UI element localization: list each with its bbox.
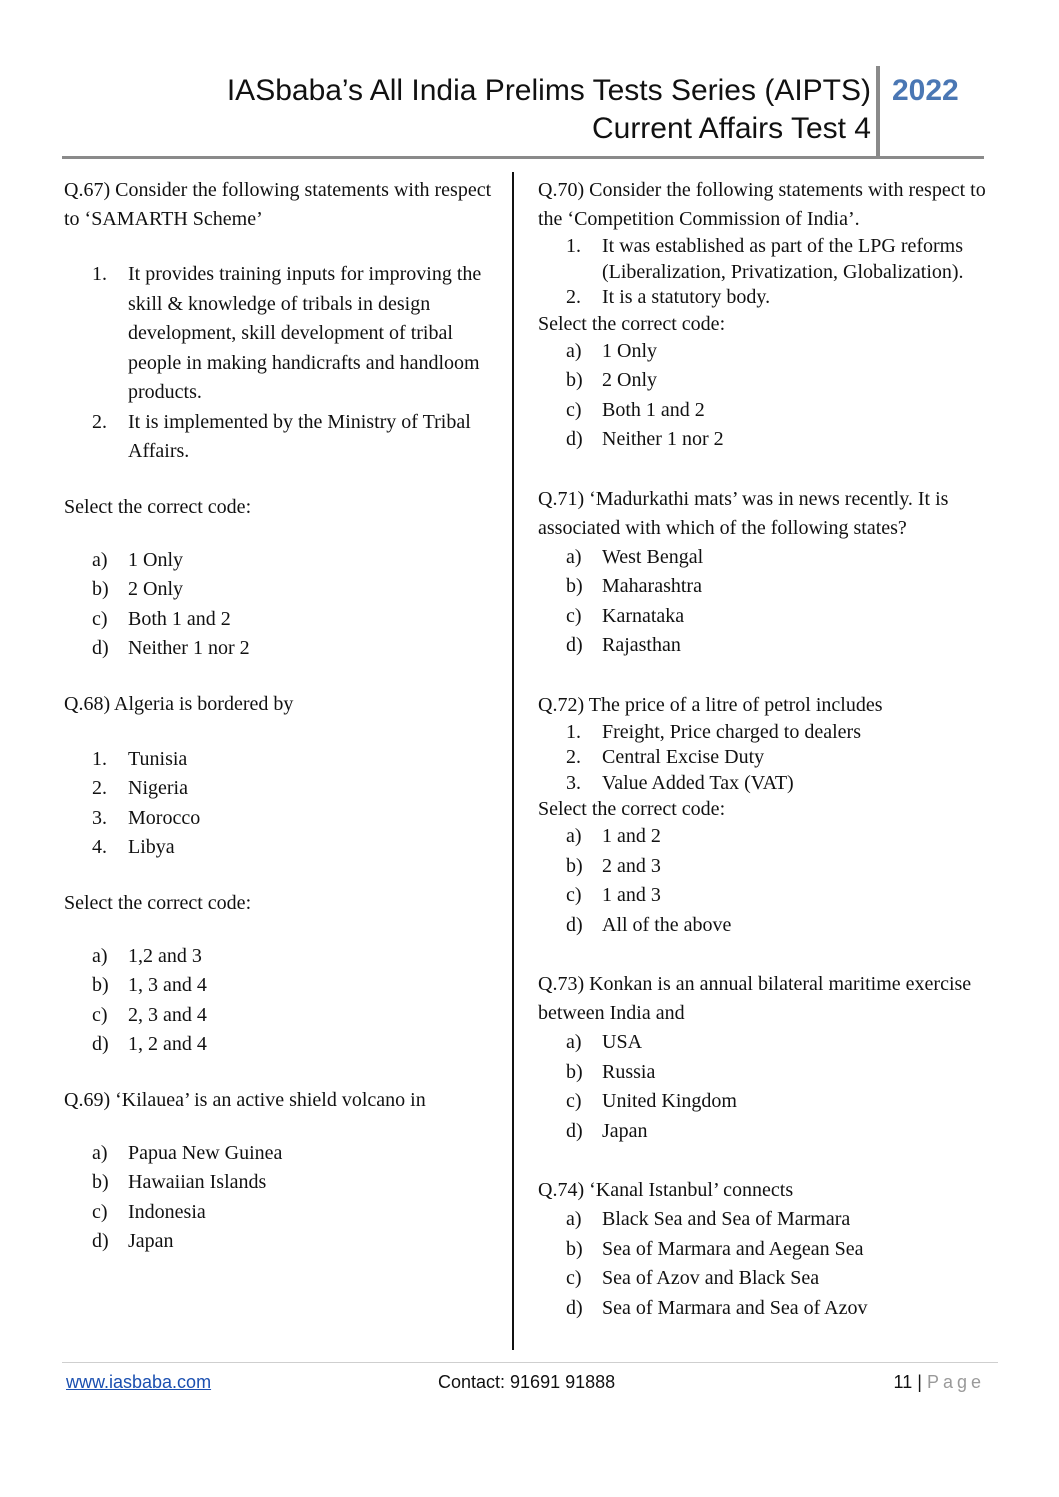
- option-list: [538, 543, 998, 661]
- option-text: Sea of Marmara and Sea of Azov: [602, 1296, 868, 1319]
- page-number: [894, 1370, 985, 1394]
- statement-marker: 3.: [566, 771, 581, 794]
- question-text: Q.69) ‘Kilauea’ is an active shield volcano in: [64, 1088, 426, 1111]
- option-item: [538, 1117, 998, 1147]
- statement-marker: 2.: [566, 286, 581, 308]
- option-item: [538, 1235, 998, 1265]
- option-item: [538, 572, 998, 602]
- left-column: [64, 176, 504, 1257]
- option-text: Sea of Marmara and Aegean Sea: [602, 1237, 864, 1260]
- statement-item: [538, 285, 998, 311]
- option-item: [538, 337, 998, 367]
- statement-marker: 3.: [92, 806, 107, 829]
- option-item: [64, 1139, 504, 1169]
- option-text: 1,2 and 3: [128, 944, 202, 967]
- option-text: Karnataka: [602, 604, 685, 627]
- option-text: Hawaiian Islands: [128, 1171, 267, 1193]
- header-divider: [876, 66, 880, 158]
- statement-text: It is implemented by the Ministry of Tribal Affairs.: [128, 410, 471, 462]
- option-item: [64, 605, 504, 635]
- option-marker: c): [566, 604, 582, 627]
- option-marker: c): [566, 884, 582, 906]
- question-74: [538, 1176, 998, 1323]
- statement-item: [538, 771, 998, 797]
- option-text: West Bengal: [602, 545, 704, 568]
- statement-item: [64, 804, 504, 834]
- option-marker: a): [566, 1031, 582, 1053]
- option-item: [64, 1168, 504, 1198]
- option-text: 1 Only: [128, 548, 183, 571]
- option-marker: d): [566, 634, 583, 656]
- right-column: [538, 176, 998, 1323]
- option-marker: c): [92, 1003, 108, 1026]
- option-text: Maharashtra: [602, 575, 702, 597]
- statement-marker: 4.: [92, 836, 107, 858]
- option-text: Papua New Guinea: [128, 1141, 283, 1164]
- option-item: [538, 602, 998, 632]
- option-marker: c): [566, 1090, 582, 1112]
- statement-text: Tunisia: [128, 747, 188, 770]
- statement-marker: 1.: [566, 235, 581, 257]
- option-list: [538, 822, 998, 940]
- option-item: [538, 881, 998, 911]
- website-link[interactable]: www.iasbaba.com: [66, 1372, 212, 1392]
- option-list: [64, 942, 504, 1060]
- option-item: [538, 1087, 998, 1117]
- statement-list: [64, 745, 504, 863]
- option-text: 1 and 2: [602, 825, 661, 847]
- statement-item: [538, 234, 998, 285]
- option-text: 1 and 3: [602, 884, 661, 906]
- question-text: Q.68) Algeria is bordered by: [64, 692, 294, 715]
- option-item: [64, 575, 504, 605]
- option-marker: a): [92, 548, 108, 571]
- option-item: [538, 822, 998, 852]
- question-72: [538, 691, 998, 941]
- question-text: Q.71) ‘Madurkathi mats’ was in news recently. It is associated with which of the following states?: [538, 487, 949, 539]
- option-marker: c): [92, 607, 108, 630]
- statement-text: It is a statutory body.: [602, 286, 771, 308]
- question-text: Q.70) Consider the following statements with respect to the ‘Competition Commission of India’.: [538, 179, 986, 230]
- column-divider: [512, 172, 514, 1350]
- option-text: 2 and 3: [602, 854, 661, 877]
- select-code-label: Select the correct code:: [64, 495, 252, 518]
- statement-item: [64, 774, 504, 804]
- option-marker: b): [566, 854, 583, 877]
- statement-list: [538, 234, 998, 311]
- statement-text: Central Excise Duty: [602, 746, 765, 768]
- select-code-label: Select the correct code:: [64, 891, 252, 914]
- option-marker: d): [92, 637, 109, 659]
- select-code-label: Select the correct code:: [538, 312, 726, 335]
- header-year: 2022: [892, 74, 959, 107]
- statement-text: Freight, Price charged to dealers: [602, 720, 861, 743]
- option-text: Japan: [602, 1119, 648, 1142]
- statement-item: [538, 745, 998, 771]
- question-text: Q.73) Konkan is an annual bilateral maritime exercise between India and: [538, 973, 972, 1024]
- option-text: All of the above: [602, 913, 732, 936]
- option-marker: d): [566, 428, 583, 450]
- statement-item: [64, 408, 504, 467]
- statement-marker: 1.: [92, 747, 107, 770]
- option-item: [64, 971, 504, 1001]
- statement-text: Libya: [128, 836, 175, 858]
- statement-text: Morocco: [128, 806, 201, 829]
- option-marker: b): [566, 369, 583, 391]
- option-text: Neither 1 nor 2: [602, 428, 724, 450]
- option-text: Rajasthan: [602, 634, 681, 656]
- statement-item: [64, 260, 504, 408]
- option-item: [538, 911, 998, 941]
- title-line-2: Current Affairs Test 4: [591, 112, 871, 145]
- question-text: Q.67) Consider the following statements with respect to ‘SAMARTH Scheme’: [64, 179, 492, 230]
- statement-text: Nigeria: [128, 777, 188, 799]
- option-marker: b): [92, 1171, 109, 1193]
- select-code-label: Select the correct code:: [538, 798, 726, 820]
- option-item: [64, 1198, 504, 1228]
- statement-list: [538, 720, 998, 797]
- statement-marker: 2.: [92, 410, 107, 433]
- option-list: [64, 1139, 504, 1257]
- statement-item: [64, 745, 504, 775]
- statement-text: It provides training inputs for improving the skill & knowledge of tribals in design development, skill development of tribal people in making handicrafts and handloom products.: [128, 263, 482, 403]
- option-text: 2 Only: [128, 578, 183, 600]
- option-marker: b): [566, 1237, 583, 1260]
- option-list: [538, 1028, 998, 1146]
- option-text: Both 1 and 2: [128, 607, 231, 630]
- option-item: [538, 852, 998, 882]
- option-item: [538, 543, 998, 573]
- option-marker: d): [566, 1296, 583, 1319]
- statement-marker: 2.: [92, 777, 107, 799]
- option-marker: c): [92, 1200, 108, 1223]
- option-text: Black Sea and Sea of Marmara: [602, 1208, 851, 1230]
- option-marker: a): [92, 944, 108, 967]
- question-68: [64, 690, 504, 1060]
- option-item: [538, 396, 998, 426]
- option-marker: b): [566, 575, 583, 597]
- option-text: Russia: [602, 1060, 656, 1083]
- option-item: [64, 546, 504, 576]
- footer-rule: [62, 1362, 998, 1363]
- option-item: [538, 1058, 998, 1088]
- page-separator: |: [917, 1372, 922, 1392]
- question-73: [538, 970, 998, 1146]
- option-item: [538, 1028, 998, 1058]
- option-marker: b): [92, 578, 109, 600]
- option-marker: a): [566, 545, 582, 568]
- option-marker: d): [92, 1033, 109, 1055]
- question-67: [64, 176, 504, 664]
- option-text: 1, 2 and 4: [128, 1033, 207, 1055]
- page-number-value: 11: [893, 1372, 913, 1392]
- option-text: USA: [602, 1031, 643, 1053]
- option-item: [538, 1205, 998, 1235]
- option-item: [538, 366, 998, 396]
- statement-text: Value Added Tax (VAT): [602, 771, 794, 794]
- option-item: [538, 425, 998, 455]
- question-text: Q.74) ‘Kanal Istanbul’ connects: [538, 1179, 794, 1201]
- option-item: [64, 1001, 504, 1031]
- option-text: 2 Only: [602, 369, 657, 391]
- option-list: [538, 1205, 998, 1323]
- page-title: [227, 72, 871, 148]
- option-marker: a): [92, 1141, 108, 1164]
- option-text: Indonesia: [128, 1200, 206, 1223]
- option-marker: d): [566, 913, 583, 936]
- statement-item: [64, 833, 504, 863]
- option-item: [538, 1294, 998, 1324]
- title-line-1: IASbaba’s All India Prelims Tests Series (AIPTS): [226, 74, 871, 107]
- option-item: [538, 631, 998, 661]
- option-item: [64, 634, 504, 664]
- option-item: [64, 1030, 504, 1060]
- statement-marker: 2.: [566, 746, 581, 768]
- option-text: United Kingdom: [602, 1090, 737, 1112]
- question-text: Q.72) The price of a litre of petrol includes: [538, 693, 883, 716]
- option-marker: d): [92, 1230, 109, 1252]
- option-text: 1 Only: [602, 339, 657, 362]
- question-70: [538, 176, 998, 455]
- option-text: Neither 1 nor 2: [128, 637, 250, 659]
- option-item: [64, 942, 504, 972]
- header-rule: [62, 156, 984, 159]
- contact-number: Contact: 91691 91888: [438, 1372, 616, 1392]
- statement-text: It was established as part of the LPG reforms (Liberalization, Privatization, Globalization).: [602, 235, 964, 283]
- option-list: [64, 546, 504, 664]
- option-marker: a): [566, 825, 582, 847]
- option-text: 2, 3 and 4: [128, 1003, 207, 1026]
- statement-marker: 1.: [566, 720, 581, 743]
- option-marker: c): [566, 398, 582, 421]
- question-71: [538, 485, 998, 661]
- option-marker: b): [92, 974, 109, 996]
- page-word: Page: [926, 1372, 985, 1392]
- statement-item: [538, 720, 998, 746]
- option-text: Japan: [128, 1230, 174, 1252]
- option-marker: a): [566, 1208, 582, 1230]
- option-list: [538, 337, 998, 455]
- option-marker: c): [566, 1267, 582, 1289]
- option-marker: b): [566, 1060, 583, 1083]
- option-text: Both 1 and 2: [602, 398, 705, 421]
- option-text: 1, 3 and 4: [128, 974, 207, 996]
- option-marker: a): [566, 339, 582, 362]
- question-69: [64, 1086, 504, 1257]
- statement-list: [64, 260, 504, 467]
- statement-marker: 1.: [92, 263, 107, 285]
- option-item: [64, 1227, 504, 1257]
- option-item: [538, 1264, 998, 1294]
- option-text: Sea of Azov and Black Sea: [602, 1267, 820, 1289]
- option-marker: d): [566, 1119, 583, 1142]
